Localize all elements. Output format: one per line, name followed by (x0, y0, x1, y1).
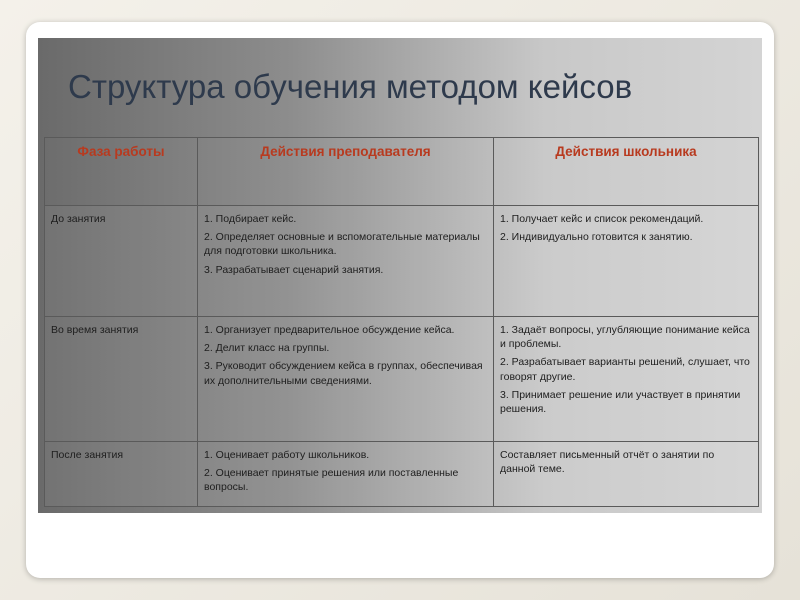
table-row (45, 206, 759, 317)
student-action-item: 1. Получает кейс и список рекомендаций. (500, 213, 704, 225)
header-phase: Фаза работы (45, 138, 198, 206)
student-actions-cell (494, 317, 759, 442)
student-action-item: 2. Индивидуально готовится к занятию. (500, 231, 693, 244)
phase-cell: До занятия (45, 206, 198, 317)
table-row (45, 442, 759, 507)
phase-cell: Во время занятия (45, 317, 198, 442)
table-row (45, 317, 759, 442)
student-actions-cell (494, 442, 759, 507)
teacher-action-item: 1. Подбирает кейс. (204, 213, 297, 225)
student-action-item: 2. Разрабатывает варианты решений, слушает, что говорят другие. (500, 356, 750, 383)
teacher-action-item: 1. Оценивает работу школьников. (204, 449, 370, 461)
student-action-item: 1. Задаёт вопросы, углубляющие понимание кейса и проблемы. (500, 324, 750, 351)
teacher-action-item: 3. Руководит обсуждением кейса в группах, обеспечивая их дополнительными сведениями. (204, 360, 483, 387)
student-actions-cell (494, 206, 759, 317)
teacher-action-item: 1. Организует предварительное обсуждение кейса. (204, 324, 455, 336)
teacher-actions-cell (198, 206, 494, 317)
teacher-action-item: 3. Разрабатывает сценарий занятия. (204, 263, 384, 276)
student-action-item: Составляет письменный отчёт о занятии по данной теме. (500, 449, 715, 476)
slide-title: Структура обучения методом кейсов (68, 68, 633, 105)
case-method-table (44, 137, 759, 507)
student-action-item: 3. Принимает решение или участвует в принятии решения. (500, 388, 741, 415)
teacher-action-item: 2. Оценивает принятые решения или поставленные вопросы. (204, 467, 459, 494)
teacher-actions-cell (198, 317, 494, 442)
teacher-action-item: 2. Определяет основные и вспомогательные материалы для подготовки школьника. (204, 231, 480, 258)
teacher-action-item: 2. Делит класс на группы. (204, 342, 330, 355)
table-header-row (45, 138, 759, 206)
phase-cell: После занятия (45, 442, 198, 507)
header-student-actions: Действия школьника (494, 138, 759, 206)
header-teacher-actions: Действия преподавателя (198, 138, 494, 206)
teacher-actions-cell (198, 442, 494, 507)
